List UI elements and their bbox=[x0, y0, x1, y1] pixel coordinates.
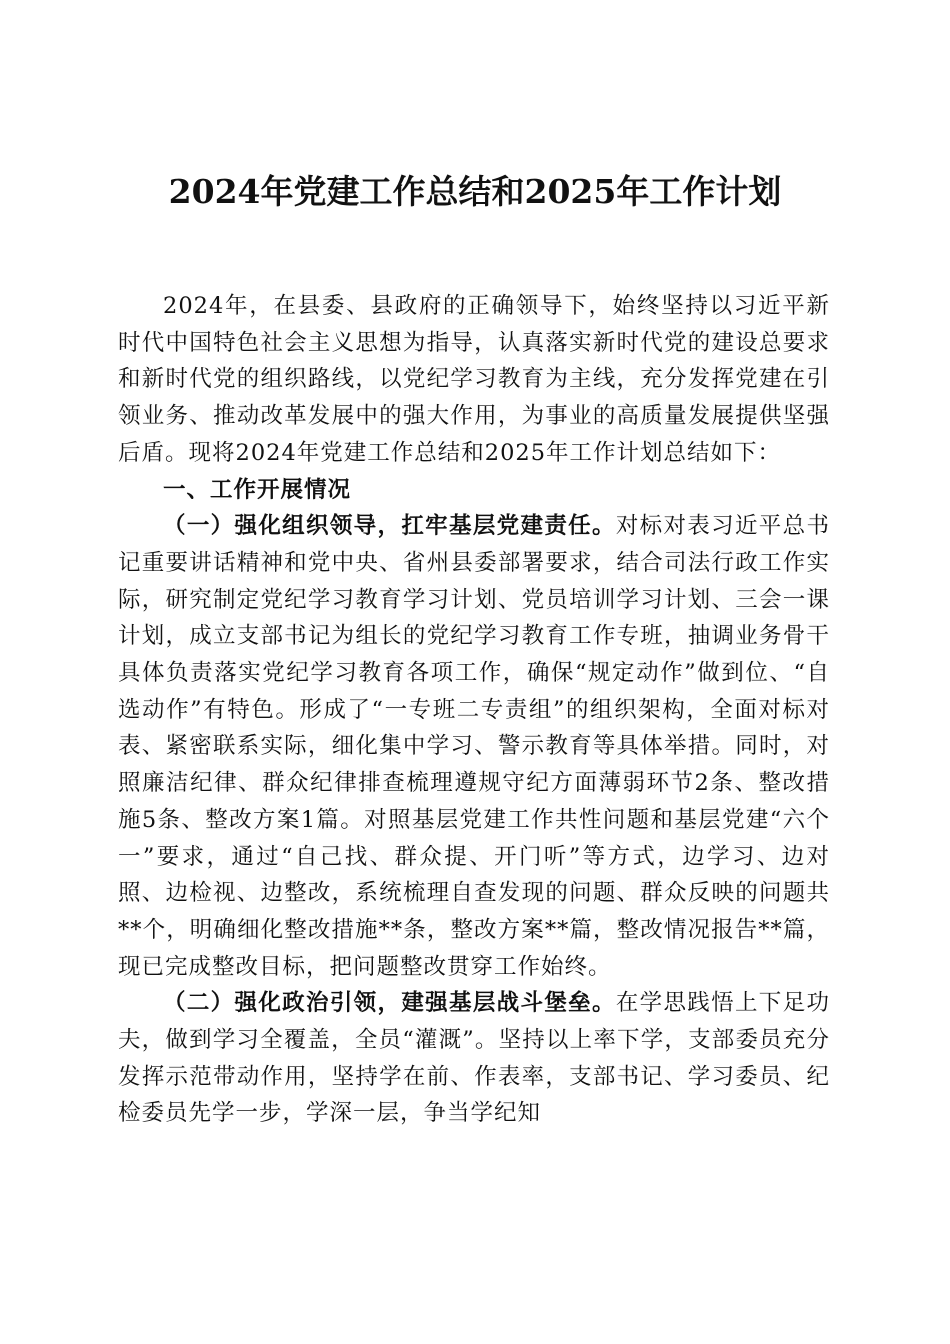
paragraph-text-organization: 对标对表习近平总书记重要讲话精神和党中央、省州县委部署要求，结合司法行政工作实际，研究制定党纪学习教育学习计划、党员培训学习计划、三会一课计划，成立支部书记为组长的党纪学习教育工作专班，抽调业务骨干具体负责落实党纪学习教育各项工作，确保“规定动作”做到位、“自选动作”有特色。形成了“一专班二专责组”的组织架构，全面对标对表、紧密联系实际，细化集中学习、警示教育等具体举措。同时，对照廉洁纪律、群众纪律排查梳理遵规守纪方面薄弱环节2条、整改措施5条、整改方案1篇。对照基层党建工作共性问题和基层党建“六个一”要求，通过“自己找、群众提、开门听”等方式，边学习、边对照、边检视、边整改，系统梳理自查发现的问题、群众反映的问题共**个，明确细化整改措施**条，整改方案**篇，整改情况报告**篇，现已完成整改目标，把问题整改贯穿工作始终。 bbox=[118, 513, 830, 980]
paragraph-political-leadership bbox=[118, 985, 830, 1132]
intro-paragraph: 2024年，在县委、县政府的正确领导下，始终坚持以习近平新时代中国特色社会主义思想为指导，认真落实新时代党的建设总要求和新时代党的组织路线，以党纪学习教育为主线，充分发挥党建在引领业务、推动改革发展中的强大作用，为事业的高质量发展提供坚强后盾。现将2024年党建工作总结和2025年工作计划总结如下： bbox=[118, 293, 830, 466]
paragraph-text-political: 在学思践悟上下足功夫，做到学习全覆盖，全员“灌溉”。坚持以上率下学，支部委员充分发挥示范带动作用，坚持学在前、作表率，支部书记、学习委员、纪检委员先学一步，学深一层，争当学纪知 bbox=[118, 990, 830, 1127]
paragraph-organization-leadership bbox=[118, 508, 830, 985]
document-title: 2024年党建工作总结和2025年工作计划 bbox=[168, 172, 782, 211]
paragraph-lead-political: （二）强化政治引领，建强基层战斗堡垒。 bbox=[163, 990, 616, 1017]
section-heading-work-status: 一、工作开展情况 bbox=[163, 476, 352, 503]
document-body bbox=[118, 288, 830, 1132]
paragraph-lead-organization: （一）强化组织领导，扛牢基层党建责任。 bbox=[163, 513, 616, 540]
